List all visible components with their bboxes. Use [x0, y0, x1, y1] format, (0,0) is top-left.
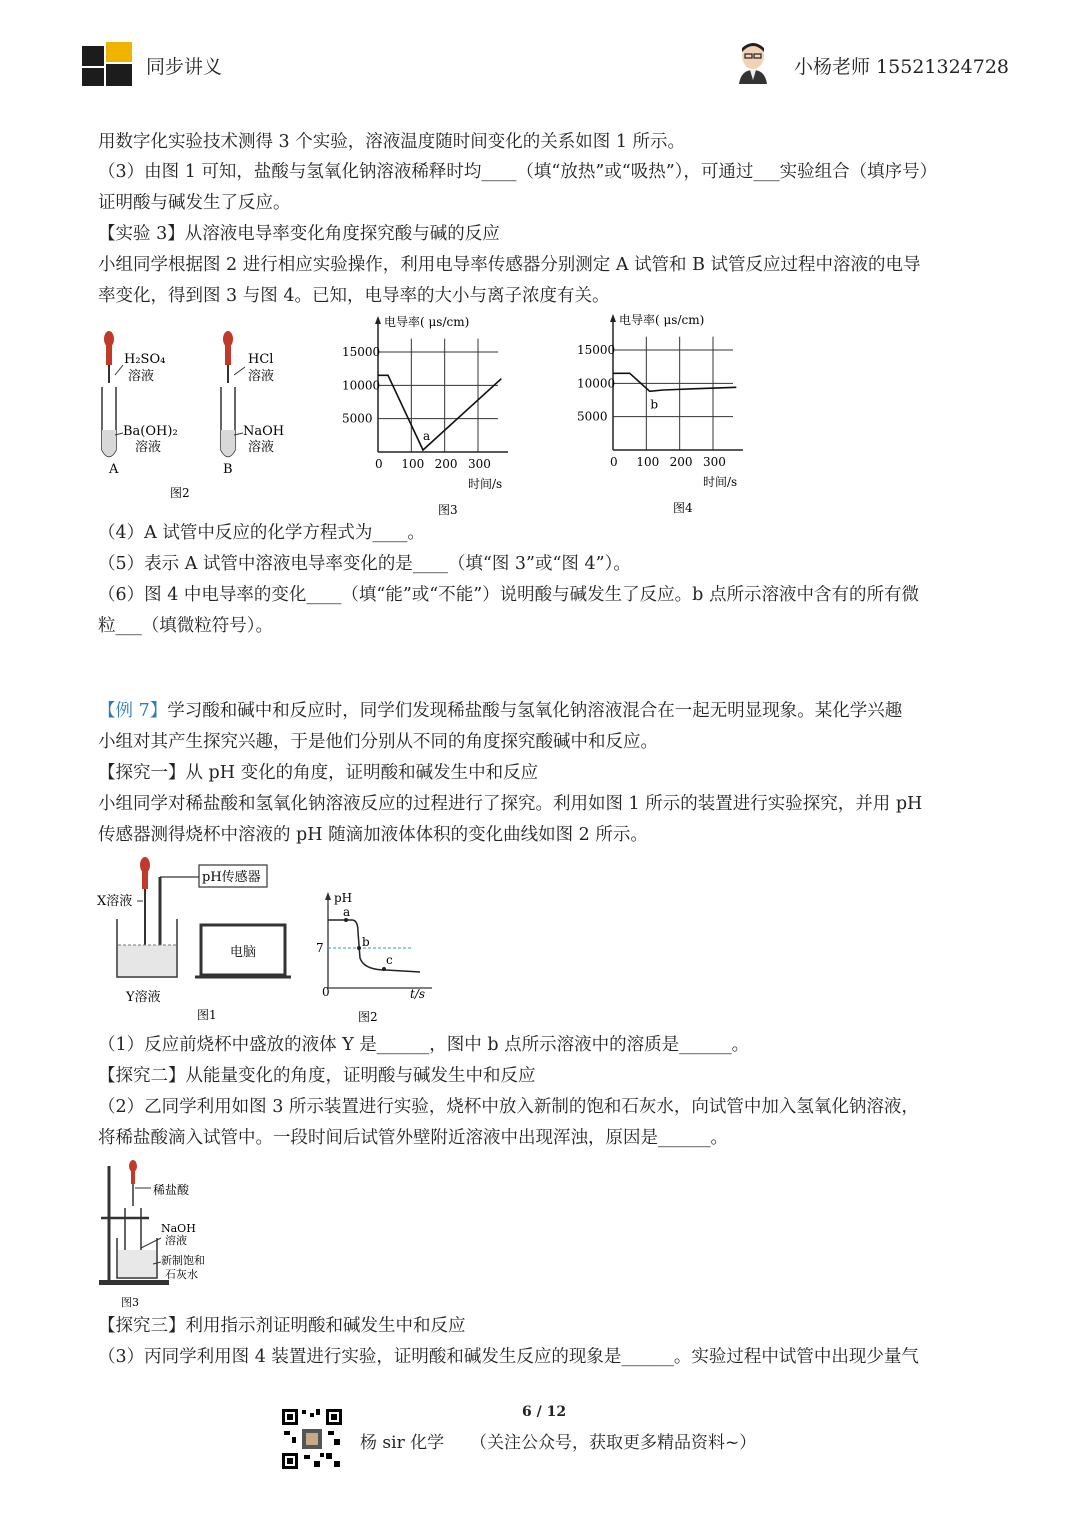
- chart-caption: 图3: [438, 503, 458, 517]
- y-tick-label: 5000: [342, 411, 373, 426]
- example-7-tag: 【例 7】: [98, 701, 168, 721]
- body-line: 率变化，得到图 3 与图 4。已知，电导率的大小与离子浓度有关。: [98, 286, 610, 306]
- question-line: （6）图 4 中电导率的变化____（填“能”或“不能”）说明酸与碱发生了反应。b 点所示溶液中含有的所有微: [98, 585, 919, 605]
- chart-caption: 图4: [673, 501, 693, 515]
- stand-beaker-figure: [95, 1158, 235, 1314]
- figure-2-caption: 图2: [170, 486, 190, 500]
- x-tick-label: 0: [375, 457, 383, 471]
- question-line: 【探究二】从能量变化的角度，证明酸与碱发生中和反应: [98, 1066, 536, 1086]
- tube-a-top-label: H₂SO₄: [124, 352, 166, 367]
- y-tick-label: 10000: [342, 378, 381, 393]
- figure-3-chart: [330, 310, 530, 520]
- example-line: 传感器测得烧杯中溶液的 pH 随滴加液体体积的变化曲线如图 2 所示。: [98, 825, 648, 845]
- y-axis-label: 电导率( μs/cm): [619, 313, 705, 327]
- ph-sensor-label: pH传感器: [202, 870, 261, 885]
- question-line: 【探究三】利用指示剂证明酸和碱发生中和反应: [98, 1316, 466, 1336]
- y-solution-label: Y溶液: [126, 990, 161, 1005]
- time-axis-label: t/s: [410, 987, 426, 1001]
- x-solution-label: X溶液: [97, 894, 133, 909]
- question-line: 粒___（填微粒符号）。: [98, 616, 273, 636]
- qr-code-icon: [280, 1407, 344, 1471]
- question-line: （2）乙同学利用如图 3 所示装置进行实验，烧杯中放入新制的饱和石灰水，向试管中加入氢氧化钠溶液，: [98, 1097, 919, 1117]
- tube-a-top-label-2: 溶液: [128, 369, 155, 384]
- y-axis-label: 电导率( μs/cm): [384, 315, 470, 329]
- figure-2-test-tubes: [95, 325, 310, 505]
- series-line: [378, 375, 501, 450]
- figure-4-chart: [565, 308, 765, 520]
- question-line: （3）丙同学利用图 4 装置进行实验，证明酸和碱发生反应的现象是______。实验过程中试管中出现少量气: [98, 1347, 919, 1367]
- point-annotation: a: [423, 429, 431, 443]
- dilute-hcl-label: 稀盐酸: [153, 1183, 190, 1197]
- example-line: 小组同学对稀盐酸和氢氧化钠溶液反应的过程进行了探究。利用如图 1 所示的装置进行实验探究，并用 pH: [98, 794, 923, 814]
- x-tick-label: 300: [468, 457, 491, 471]
- footer-brand: 杨 sir 化学: [360, 1433, 445, 1453]
- x-tick-label: 300: [703, 455, 726, 469]
- body-line: 用数字化实验技术测得 3 个实验，溶液温度随时间变化的关系如图 1 所示。: [98, 132, 686, 152]
- body-line: 证明酸与碱发生了反应。: [98, 193, 291, 213]
- naoh-label: NaOH: [161, 1222, 196, 1235]
- teacher-avatar: [733, 40, 773, 84]
- tube-a-label: A: [109, 462, 119, 477]
- question-line: 将稀盐酸滴入试管中。一段时间后试管外壁附近溶液中出现浑浊，原因是______。: [98, 1128, 728, 1148]
- x-axis-label: 时间/s: [468, 477, 503, 491]
- tube-b-label: B: [223, 462, 233, 477]
- lime-label-2: 石灰水: [165, 1268, 198, 1281]
- ph-figure-2-caption: 图2: [358, 1010, 378, 1024]
- x-tick-label: 200: [669, 455, 693, 469]
- zero-label: 0: [322, 985, 330, 999]
- page-number: 6 / 12: [522, 1404, 567, 1420]
- x-tick-label: 100: [401, 457, 425, 471]
- y-tick-label: 15000: [577, 343, 616, 357]
- example-7-text: 学习酸和碱中和反应时，同学们发现稀盐酸与氢氧化钠溶液混合在一起无明显现象。某化学兴趣: [167, 701, 903, 721]
- seven-label: 7: [316, 941, 324, 955]
- point-annotation: b: [650, 397, 659, 412]
- x-tick-label: 200: [434, 457, 458, 471]
- naoh-label-2: 溶液: [165, 1234, 187, 1247]
- x-axis-label: 时间/s: [703, 475, 738, 489]
- figure-3b-caption: 图3: [121, 1296, 139, 1309]
- tube-a-bottom-label: Ba(OH)₂: [123, 424, 178, 439]
- header-teacher: 小杨老师 15521324728: [794, 56, 1010, 78]
- logo: [82, 42, 134, 88]
- y-tick-label: 5000: [577, 409, 608, 424]
- point-a-label: a: [343, 905, 351, 919]
- body-line: 【实验 3】从溶液电导率变化角度探究酸与碱的反应: [98, 224, 500, 244]
- question-line: （1）反应前烧杯中盛放的液体 Y 是______，图中 b 点所示溶液中的溶质是______。: [98, 1035, 750, 1055]
- ph-apparatus-figure: [95, 855, 305, 1025]
- x-tick-label: 0: [610, 455, 618, 469]
- y-axis-arrow: [375, 316, 381, 324]
- example-7-line: [98, 699, 902, 723]
- y-tick-label: 15000: [342, 345, 381, 359]
- tube-b-top-label: HCl: [248, 352, 274, 367]
- point-b-label: b: [362, 935, 370, 949]
- tube-b-bottom-label: NaOH: [243, 424, 285, 439]
- tube-b-bottom-label-2: 溶液: [248, 440, 275, 455]
- point-c-label: c: [386, 953, 393, 967]
- y-tick-label: 10000: [577, 376, 616, 391]
- question-line: （5）表示 A 试管中溶液电导率变化的是____（填“图 3”或“图 4”）。: [98, 554, 631, 574]
- body-line: （3）由图 1 可知，盐酸与氢氧化钠溶液稀释时均____（填“放热”或“吸热”），可通过___实验组合（填序号）: [98, 162, 938, 182]
- tube-a-bottom-label-2: 溶液: [135, 440, 162, 455]
- x-tick-label: 100: [636, 455, 660, 469]
- example-line: 小组对其产生探究兴趣，于是他们分别从不同的角度探究酸碱中和反应。: [98, 732, 658, 752]
- ph-figure-1-caption: 图1: [197, 1008, 217, 1022]
- question-line: （4）A 试管中反应的化学方程式为____。: [98, 523, 425, 543]
- lime-label: 新制饱和: [161, 1254, 205, 1267]
- ph-curve-chart: [310, 888, 440, 1028]
- footer-note: （关注公众号，获取更多精品资料~）: [470, 1433, 757, 1453]
- tube-b-top-label-2: 溶液: [248, 369, 275, 384]
- ph-axis-label: pH: [334, 891, 353, 905]
- header-title: 同步讲义: [146, 56, 223, 78]
- body-line: 小组同学根据图 2 进行相应实验操作，利用电导率传感器分别测定 A 试管和 B 试管反应过程中溶液的电导: [98, 255, 921, 275]
- y-axis-arrow: [610, 314, 616, 322]
- series-line: [613, 373, 736, 391]
- example-line: 【探究一】从 pH 变化的角度，证明酸和碱发生中和反应: [98, 763, 539, 783]
- computer-label: 电脑: [230, 945, 257, 960]
